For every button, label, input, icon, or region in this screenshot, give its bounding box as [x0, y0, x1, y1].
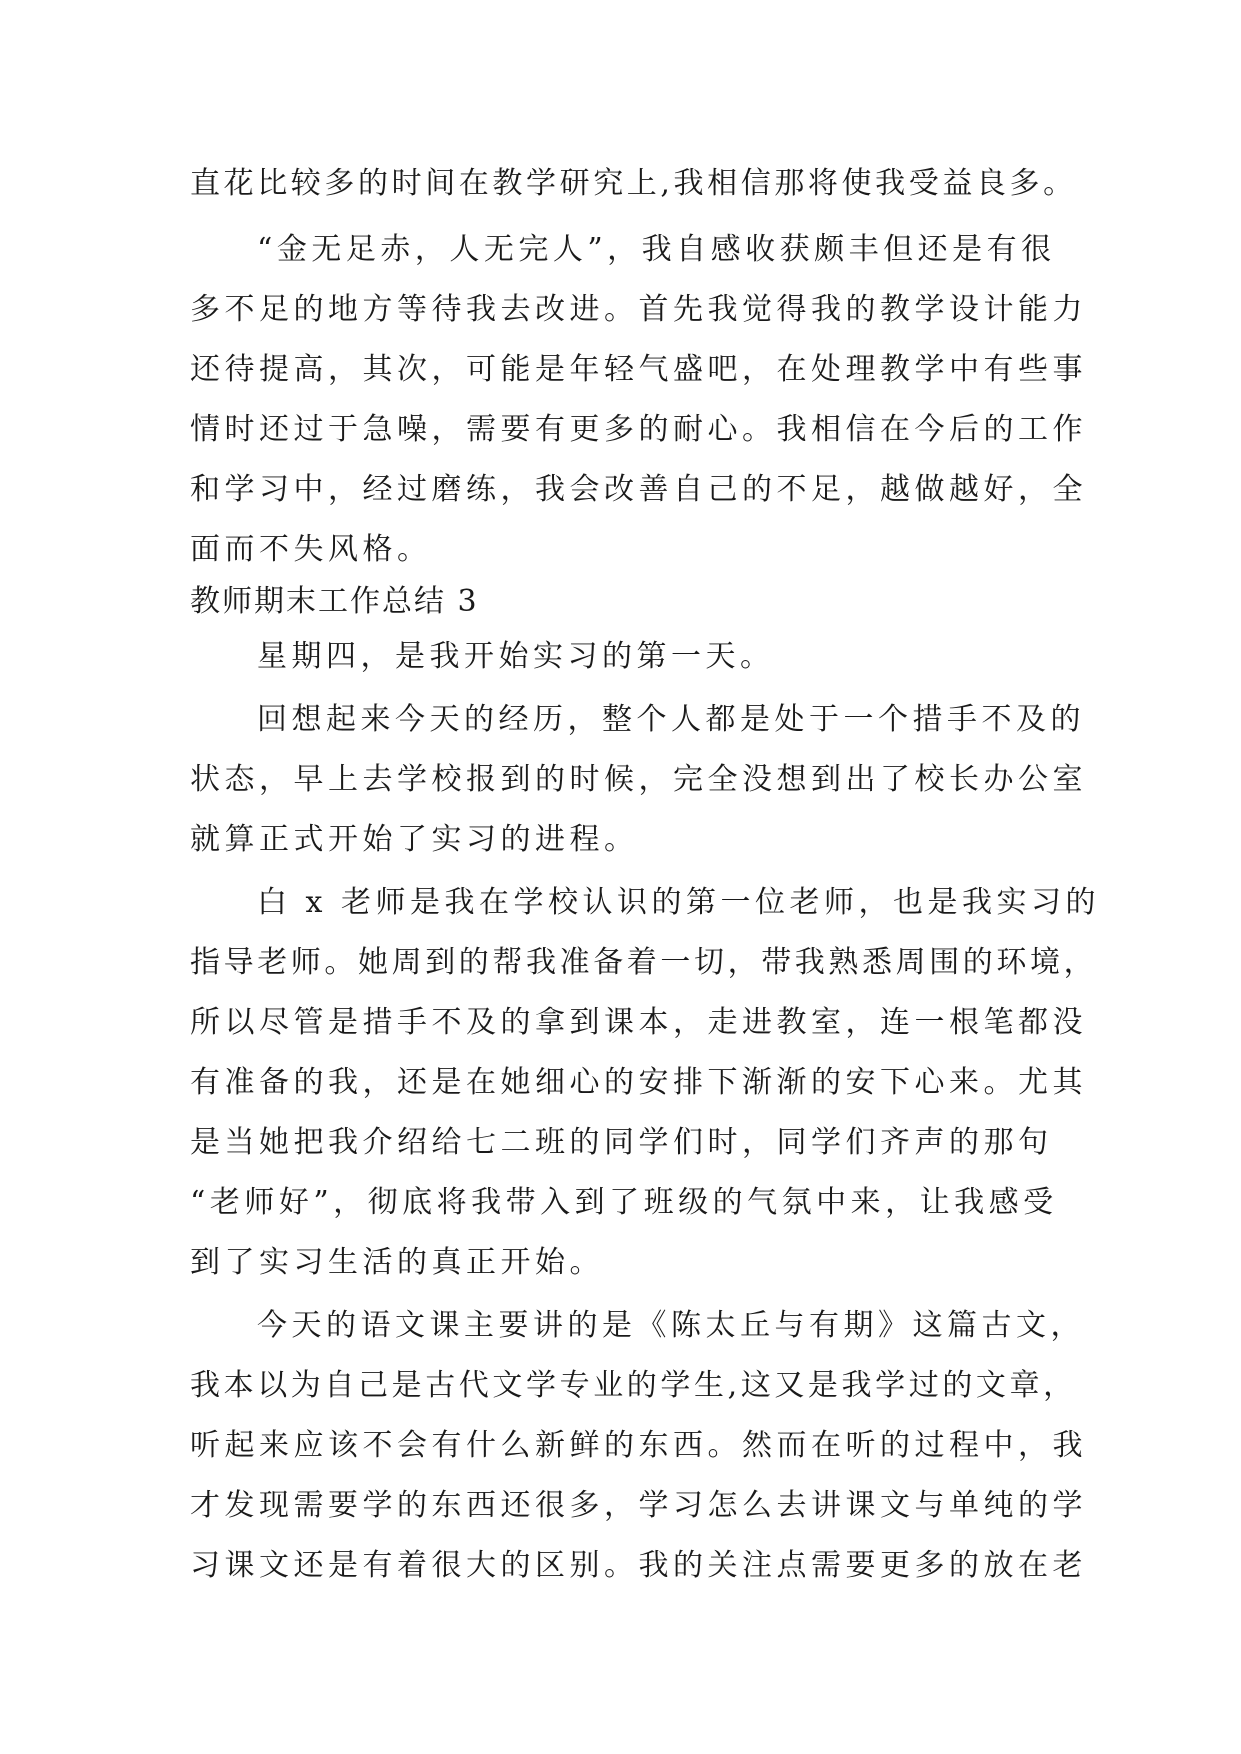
text-line-7: 面而不失风格。 [190, 532, 432, 567]
text-line-13: 白 x 老师是我在学校认识的第一位老师，也是我实习的 [257, 885, 1100, 920]
text-line-21: 我本以为自己是古代文学专业的学生,这又是我学过的文章， [190, 1368, 1077, 1403]
text-line-22: 听起来应该不会有什么新鲜的东西。然而在听的过程中，我 [190, 1428, 1087, 1463]
text-line-23: 才发现需要学的东西还很多，学习怎么去讲课文与单纯的学 [190, 1488, 1087, 1523]
text-line-10: 回想起来今天的经历，整个人都是处于一个措手不及的 [257, 702, 1085, 737]
section-heading: 教师期末工作总结 3 [190, 584, 479, 619]
text-line-4: 还待提高，其次，可能是年轻气盛吧，在处理教学中有些事 [190, 352, 1087, 387]
text-line-14: 指导老师。她周到的帮我准备着一切，带我熟悉周围的环境， [190, 945, 1098, 980]
text-line-11: 状态，早上去学校报到的时候，完全没想到出了校长办公室 [190, 762, 1087, 797]
text-line-3: 多不足的地方等待我去改进。首先我觉得我的教学设计能力 [190, 292, 1087, 327]
text-line-19: 到了实习生活的真正开始。 [190, 1245, 604, 1280]
text-line-20: 今天的语文课主要讲的是《陈太丘与有期》这篇古文， [257, 1308, 1085, 1343]
text-line-9: 星期四，是我开始实习的第一天。 [257, 639, 775, 674]
text-line-1: 直花比较多的时间在教学研究上,我相信那将使我受益良多。 [190, 166, 1077, 201]
text-line-2: “金无足赤，人无完人”，我自感收获颇丰但还是有很 [257, 232, 1056, 267]
text-line-18: “老师好”，彻底将我带入到了班级的气氛中来，让我感受 [190, 1185, 1058, 1220]
text-line-15: 所以尽管是措手不及的拿到课本，走进教室，连一根笔都没 [190, 1005, 1087, 1040]
text-line-12: 就算正式开始了实习的进程。 [190, 822, 639, 857]
text-line-17: 是当她把我介绍给七二班的同学们时，同学们齐声的那句 [190, 1125, 1053, 1160]
text-line-5: 情时还过于急噪，需要有更多的耐心。我相信在今后的工作 [190, 412, 1087, 447]
text-line-24: 习课文还是有着很大的区别。我的关注点需要更多的放在老 [190, 1548, 1087, 1583]
text-line-16: 有准备的我，还是在她细心的安排下渐渐的安下心来。尤其 [190, 1065, 1087, 1100]
text-line-6: 和学习中，经过磨练，我会改善自己的不足，越做越好，全 [190, 472, 1087, 507]
